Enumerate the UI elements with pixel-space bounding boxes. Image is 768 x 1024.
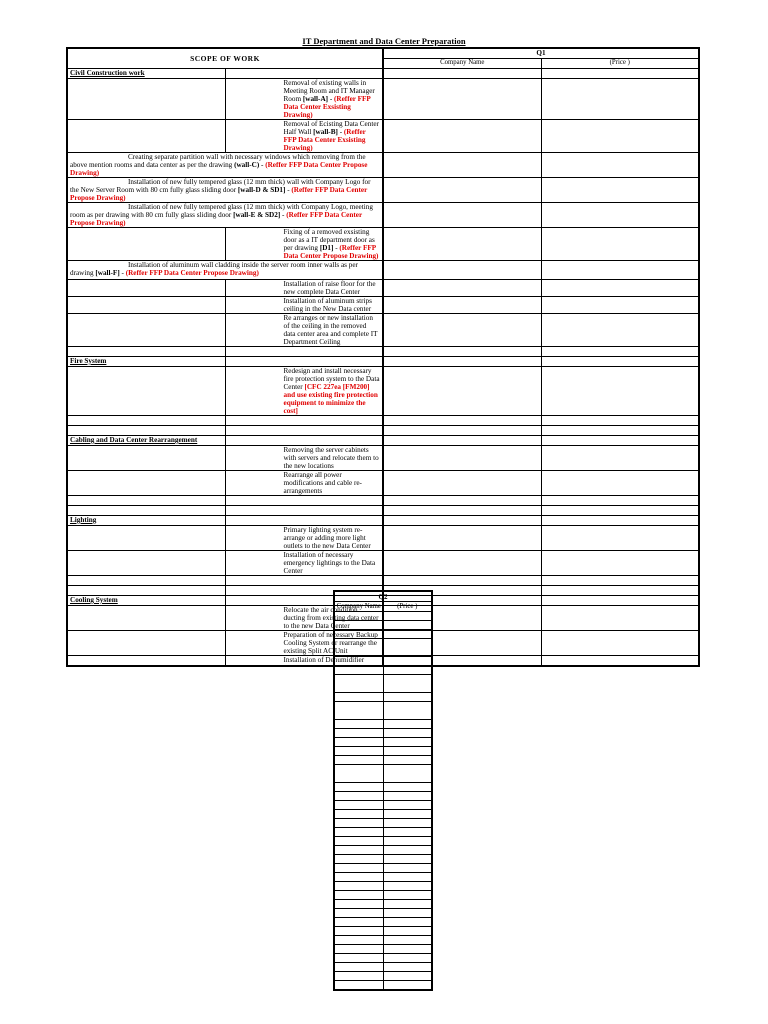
item-text: Installation of new fully tempered glass (12 mm thick) with Company Logo, meeting room as per drawing with 80 cm fully glass sliding door [wall-E & SD2] - (Reffer FFP Data Center Propose Drawing)	[67, 203, 383, 228]
company-cell[interactable]	[334, 927, 383, 936]
price-cell[interactable]	[383, 954, 432, 963]
price-cell[interactable]	[383, 765, 432, 783]
company-cell[interactable]	[334, 972, 383, 981]
price-cell[interactable]	[541, 526, 699, 551]
company-cell[interactable]	[383, 426, 541, 436]
price-cell[interactable]	[383, 855, 432, 864]
page-title: IT Department and Data Center Preparation	[302, 36, 466, 46]
company-cell[interactable]	[383, 228, 541, 261]
price-cell[interactable]	[383, 882, 432, 891]
price-cell[interactable]	[541, 178, 699, 203]
price-cell[interactable]	[541, 436, 699, 446]
company-cell[interactable]	[334, 918, 383, 927]
company-cell[interactable]	[383, 347, 541, 357]
price-cell[interactable]	[541, 120, 699, 153]
company-cell[interactable]	[383, 496, 541, 506]
price-cell[interactable]	[383, 801, 432, 810]
item-text: Fixing of a removed exsisting door as a IT department door as per drawing [D1] - (Reffer FFP Data Center Propose Drawing)	[225, 228, 383, 261]
company-cell[interactable]	[383, 471, 541, 496]
price-cell[interactable]	[383, 702, 432, 720]
company-cell[interactable]	[334, 936, 383, 945]
company-cell[interactable]	[334, 738, 383, 747]
price-cell[interactable]	[383, 927, 432, 936]
table-row	[67, 203, 699, 228]
price-cell[interactable]	[383, 891, 432, 900]
table-row	[67, 367, 699, 416]
company-cell[interactable]	[334, 756, 383, 765]
price-cell[interactable]	[383, 936, 432, 945]
company-cell[interactable]	[383, 69, 541, 79]
price-cell[interactable]	[383, 819, 432, 828]
company-cell[interactable]	[383, 516, 541, 526]
section-fire: Fire System	[67, 357, 225, 367]
table-row	[67, 120, 699, 153]
item-text: Installation of Dehumidifier	[225, 656, 383, 667]
company-cell[interactable]	[334, 909, 383, 918]
empty-row	[67, 416, 699, 426]
price-cell[interactable]	[383, 846, 432, 855]
price-cell[interactable]	[541, 496, 699, 506]
company-cell[interactable]	[383, 526, 541, 551]
company-cell[interactable]	[334, 621, 383, 630]
company-cell[interactable]	[383, 576, 541, 586]
company-cell[interactable]	[334, 963, 383, 972]
price-cell[interactable]	[541, 426, 699, 436]
section-row	[67, 436, 699, 446]
company-cell[interactable]	[334, 810, 383, 819]
company-cell[interactable]	[334, 954, 383, 963]
company-cell[interactable]	[383, 203, 541, 228]
table-row	[67, 79, 699, 120]
price-cell[interactable]	[383, 909, 432, 918]
company-cell[interactable]	[334, 657, 383, 675]
company-cell[interactable]	[334, 882, 383, 891]
item-text: Installation of raise floor for the new complete Data Center	[225, 280, 383, 297]
table-row	[67, 471, 699, 496]
q1-company-header: Company Name	[383, 59, 541, 69]
company-cell[interactable]	[334, 837, 383, 846]
item-text: Relocate the air condition ducting from existing data center to the new Data Center	[225, 606, 383, 631]
price-cell[interactable]	[541, 606, 699, 631]
section-row	[67, 69, 699, 79]
price-cell[interactable]	[541, 79, 699, 120]
item-text: Installation of necessary emergency lightings to the Data Center	[225, 551, 383, 576]
empty-row	[67, 506, 699, 516]
item-text: Removing the server cabinets with servers and relocate them to the new locations	[225, 446, 383, 471]
company-cell[interactable]	[383, 261, 541, 280]
price-cell[interactable]	[383, 810, 432, 819]
price-cell[interactable]	[541, 203, 699, 228]
price-cell[interactable]	[383, 720, 432, 729]
company-cell[interactable]	[383, 297, 541, 314]
company-cell[interactable]	[334, 729, 383, 738]
table-row	[67, 153, 699, 178]
price-cell[interactable]	[541, 656, 699, 667]
price-cell[interactable]	[541, 280, 699, 297]
price-cell[interactable]	[383, 837, 432, 846]
q2-price-header: (Price )	[383, 602, 432, 612]
company-cell[interactable]	[334, 747, 383, 756]
price-cell[interactable]	[541, 228, 699, 261]
item-text: Installation of new fully tempered glass (12 mm thick) wall with Company Logo for the New Server Room with 80 cm fully glass sliding door [wall-D & SD1] - (Reffer FFP Data Center Propose Drawing)	[67, 178, 383, 203]
company-cell[interactable]	[334, 855, 383, 864]
price-cell[interactable]	[383, 873, 432, 882]
price-cell[interactable]	[541, 596, 699, 606]
section-row	[67, 357, 699, 367]
company-cell[interactable]	[383, 120, 541, 153]
price-cell[interactable]	[383, 972, 432, 981]
price-cell[interactable]	[541, 261, 699, 280]
price-cell[interactable]	[541, 576, 699, 586]
scope-of-work-table	[66, 47, 700, 667]
price-cell[interactable]	[541, 367, 699, 416]
empty-row	[67, 496, 699, 506]
table-row	[67, 446, 699, 471]
price-cell[interactable]	[383, 900, 432, 909]
price-cell[interactable]	[383, 693, 432, 702]
price-cell[interactable]	[383, 738, 432, 747]
section-civil: Civil Construction work	[67, 69, 225, 79]
company-cell[interactable]	[383, 153, 541, 178]
q2-header: Q2	[334, 591, 432, 602]
q1-price-header: (Price )	[541, 59, 699, 69]
price-cell[interactable]	[541, 631, 699, 656]
price-cell[interactable]	[541, 69, 699, 79]
item-text: Installation of aluminum wall cladding inside the server room inner walls as per drawing [wall-F] - (Reffer FFP Data Center Propose Drawing)	[67, 261, 383, 280]
company-cell[interactable]	[334, 828, 383, 837]
empty-row	[67, 576, 699, 586]
company-cell[interactable]	[334, 819, 383, 828]
table-row	[67, 526, 699, 551]
price-cell[interactable]	[383, 621, 432, 630]
price-cell[interactable]	[383, 783, 432, 792]
empty-row	[67, 347, 699, 357]
item-text: Redesign and install necessary fire protection system to the Data Center [CFC 227ea [FM200] and use existing fire protection equipment to minimize the cost]	[225, 367, 383, 416]
price-cell[interactable]	[383, 756, 432, 765]
q2-company-header: Company Name	[334, 602, 383, 612]
company-cell[interactable]	[334, 945, 383, 954]
company-cell[interactable]	[334, 630, 383, 639]
company-cell[interactable]	[383, 436, 541, 446]
item-text: Primary lighting system re-arrange or adding more light outlets to the new Data Center	[225, 526, 383, 551]
scope-header: SCOPE OF WORK	[67, 48, 383, 69]
company-cell[interactable]	[334, 792, 383, 801]
section-cabling: Cabling and Data Center Rearrangement	[67, 436, 225, 446]
company-cell[interactable]	[334, 981, 383, 991]
item-text: Removal of Ecisting Data Center Half Wall [wall-B] - (Reffer FFP Data Center Exsisting Drawing)	[225, 120, 383, 153]
company-cell[interactable]	[383, 446, 541, 471]
price-cell[interactable]	[541, 586, 699, 596]
table-row	[67, 297, 699, 314]
price-cell[interactable]	[383, 675, 432, 693]
company-cell[interactable]	[334, 900, 383, 909]
price-cell[interactable]	[383, 963, 432, 972]
table-row	[67, 178, 699, 203]
company-cell[interactable]	[383, 314, 541, 347]
table-row	[67, 261, 699, 280]
company-cell[interactable]	[334, 801, 383, 810]
item-text: Preparation of necessary Backup Cooling System or rearrange the existing Split AC Unit	[225, 631, 383, 656]
price-cell[interactable]	[383, 945, 432, 954]
section-row	[67, 516, 699, 526]
item-text: Removal of existing walls in Meeting Room and IT Manager Room [wall-A] - (Reffer FFP Data Center Exsisting Drawing)	[225, 79, 383, 120]
item-text: Creating separate partition wall with necessary windows which removing from the above mention rooms and data center as per the drawing (wall-C) - (Reffer FFP Data Center Propose Drawing)	[67, 153, 383, 178]
company-cell[interactable]	[383, 506, 541, 516]
company-cell[interactable]	[383, 178, 541, 203]
company-cell[interactable]	[334, 693, 383, 702]
price-cell[interactable]	[383, 657, 432, 675]
company-cell[interactable]	[383, 416, 541, 426]
company-cell[interactable]	[383, 367, 541, 416]
q2-table	[333, 590, 433, 991]
price-cell[interactable]	[541, 347, 699, 357]
price-cell[interactable]	[541, 516, 699, 526]
price-cell[interactable]	[541, 446, 699, 471]
price-cell[interactable]	[541, 506, 699, 516]
price-cell[interactable]	[541, 551, 699, 576]
price-cell[interactable]	[383, 639, 432, 657]
empty-row	[67, 426, 699, 436]
table-row	[67, 280, 699, 297]
price-cell[interactable]	[541, 297, 699, 314]
price-cell[interactable]	[541, 416, 699, 426]
company-cell[interactable]	[334, 765, 383, 783]
company-cell[interactable]	[383, 79, 541, 120]
company-cell[interactable]	[334, 612, 383, 621]
section-lighting: Lighting	[67, 516, 225, 526]
company-cell[interactable]	[334, 675, 383, 693]
q1-header: Q1	[383, 48, 699, 59]
price-cell[interactable]	[541, 314, 699, 347]
price-cell[interactable]	[383, 918, 432, 927]
company-cell[interactable]	[383, 357, 541, 367]
price-cell[interactable]	[383, 828, 432, 837]
company-cell[interactable]	[334, 864, 383, 873]
price-cell[interactable]	[383, 981, 432, 991]
price-cell[interactable]	[541, 471, 699, 496]
item-text: Installation of aluminum strips ceiling in the New Data center	[225, 297, 383, 314]
item-text: Rearrange all power modifications and cable re-arrangements	[225, 471, 383, 496]
section-cooling: Cooling System	[67, 596, 225, 606]
table-row	[67, 228, 699, 261]
price-cell[interactable]	[383, 729, 432, 738]
company-cell[interactable]	[383, 551, 541, 576]
company-cell[interactable]	[334, 702, 383, 720]
company-cell[interactable]	[334, 873, 383, 882]
price-cell[interactable]	[383, 792, 432, 801]
price-cell[interactable]	[383, 630, 432, 639]
company-cell[interactable]	[383, 280, 541, 297]
company-cell[interactable]	[334, 846, 383, 855]
company-cell[interactable]	[334, 720, 383, 729]
table-row	[67, 314, 699, 347]
price-cell[interactable]	[383, 864, 432, 873]
price-cell[interactable]	[383, 747, 432, 756]
company-cell[interactable]	[334, 783, 383, 792]
company-cell[interactable]	[334, 639, 383, 657]
company-cell[interactable]	[334, 891, 383, 900]
price-cell[interactable]	[541, 153, 699, 178]
price-cell[interactable]	[541, 357, 699, 367]
item-text: Re arranges or new installation of the ceiling in the removed data center area and complete IT Department Ceiling	[225, 314, 383, 347]
price-cell[interactable]	[383, 612, 432, 621]
table-row	[67, 551, 699, 576]
